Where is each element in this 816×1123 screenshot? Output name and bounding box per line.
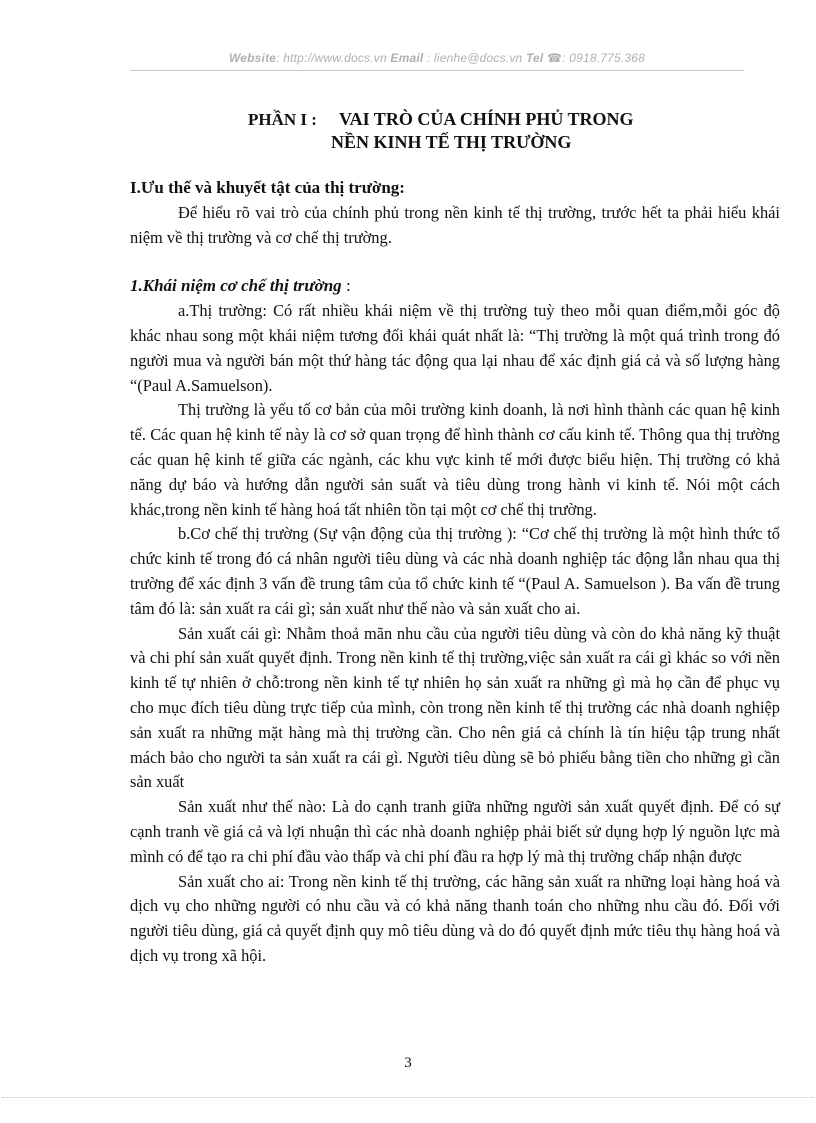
part-label: PHẦN I : bbox=[248, 110, 317, 129]
website-value: : http://www.docs.vn bbox=[276, 51, 387, 65]
tel-label: Tel bbox=[525, 51, 544, 65]
subsection-heading-suffix: : bbox=[341, 276, 351, 296]
tel-value: : 0918.775.368 bbox=[562, 51, 646, 65]
section-intro-paragraph: Để hiểu rõ vai trò của chính phủ trong nền kinh tế thị trường, trước hết ta phải hiểu khái niệm về thị trường và cơ chế thị trường. bbox=[130, 202, 780, 247]
paragraph-san-xuat-cho-ai: Sản xuất cho ai: Trong nền kinh tế thị trường, các hãng sản xuất ra những loại hàng hoá và dịch vụ cho những người có nhu cầu và có khả năng thanh toán cho những nhu cầu đó. Đối với người tiêu dùng, giá cả quyết định quy mô tiêu dùng và do đó quyết định mức tiêu thụ hàng hoá và dịch vụ trong xã hội. bbox=[130, 871, 780, 965]
section-heading-1: I.Ưu thế và khuyết tật của thị trường: bbox=[130, 178, 405, 197]
footer-divider bbox=[2, 1097, 814, 1098]
spacer bbox=[130, 250, 780, 274]
paragraph-thi-truong: a.Thị trường: Có rất nhiều khái niệm về thị trường tuỳ theo mỗi quan điểm,mỗi góc độ khác nhau song một khái niệm tương đối khái quát nhất là: “Thị trường là một quá trình trong đó người mua và người bán một thứ hàng tác động qua lại nhau để xác định giá cả và số lượng hàng “(Paul A.Samuelson). bbox=[130, 301, 780, 395]
email-label: Email bbox=[390, 51, 424, 65]
paragraph-co-che-thi-truong: b.Cơ chế thị trường (Sự vận động của thị trường ): “Cơ chế thị trường là một hình thức tổ chức kinh tế trong đó cá nhân người tiêu dùng và các nhà doanh nghiệp tác động lẫn nhau qua thị trường để xác định 3 vấn đề trung tâm của tổ chức kinh tế “(Paul A. Samuelson ). Ba vấn đề trung tâm đó là: sản xuất ra cái gì; sản xuất như thế nào và sản xuất cho ai. bbox=[130, 524, 780, 618]
title-line-2: NỀN KINH TẾ THỊ TRƯỜNG bbox=[331, 132, 572, 152]
paragraph-san-xuat-nhu-the-nao: Sản xuất như thế nào: Là do cạnh tranh giữa những người sản xuất quyết định. Để có sự cạnh tranh về giá cả và lợi nhuận thì các nhà doanh nghiệp phải biết sử dụng hợp lý nguồn lực mà mình có để tạo ra chi phí đầu vào thấp và chi phí đầu ra hợp lý mà thị trường chấp nhận được bbox=[130, 797, 780, 866]
page-header bbox=[130, 51, 744, 65]
header-divider bbox=[130, 70, 744, 71]
document-body bbox=[130, 176, 780, 969]
subsection-heading-text: 1.Khái niệm cơ chế thị trường bbox=[130, 276, 342, 296]
paragraph-yeu-to-co-ban: Thị trường là yếu tố cơ bản của môi trường kinh doanh, là nơi hình thành các quan hệ kinh tế. Các quan hệ kinh tế này là cơ sở quan trọng để hình thành cơ cấu kinh tế. Thông qua thị trường các quan hệ kinh tế giữa các ngành, các khu vực kinh tế mới được biểu hiện. Thị trường có khả năng dự báo và hướng dẫn người sản suất và tiêu dùng trong hành vi kinh tế. Nói một cách khác,trong nền kinh tế hàng hoá tất nhiên tồn tại một cơ chế thị trường. bbox=[130, 400, 780, 519]
title-text-1: VAI TRÒ CỦA CHÍNH PHỦ TRONG bbox=[338, 109, 634, 129]
paragraph-san-xuat-cai-gi: Sản xuất cái gì: Nhằm thoả mãn nhu cầu của người tiêu dùng và còn do khả năng kỹ thuật và chi phí sản xuất quyết định. Trong nền kinh tế thị trường,việc sản xuất ra cái gì khác so với nền kinh tế tự nhiên ở chỗ:trong nền kinh tế tự nhiên họ sản xuất ra những gì mà họ cần để phục vụ cho mục đích tiêu dùng trực tiếp của mình, còn trong nền kinh tế thị trường các nhà doanh nghiệp sản xuất ra những mặt hàng mà thị trường cần. Cho nên giá cả chính là tín hiệu tập trung nhất mách bảo cho người ta sản xuất ra cái gì. Người tiêu dùng sẽ bỏ phiếu bằng tiền cho những gì cần sản xuất bbox=[130, 623, 780, 792]
website-label: Website bbox=[228, 51, 277, 65]
email-value: : lienhe@docs.vn bbox=[426, 51, 523, 65]
page-number: 3 bbox=[404, 1055, 412, 1071]
phone-icon: ☎ bbox=[547, 51, 563, 65]
document-title bbox=[130, 108, 744, 154]
title-line-1 bbox=[130, 108, 744, 131]
subsection-heading bbox=[130, 274, 780, 299]
